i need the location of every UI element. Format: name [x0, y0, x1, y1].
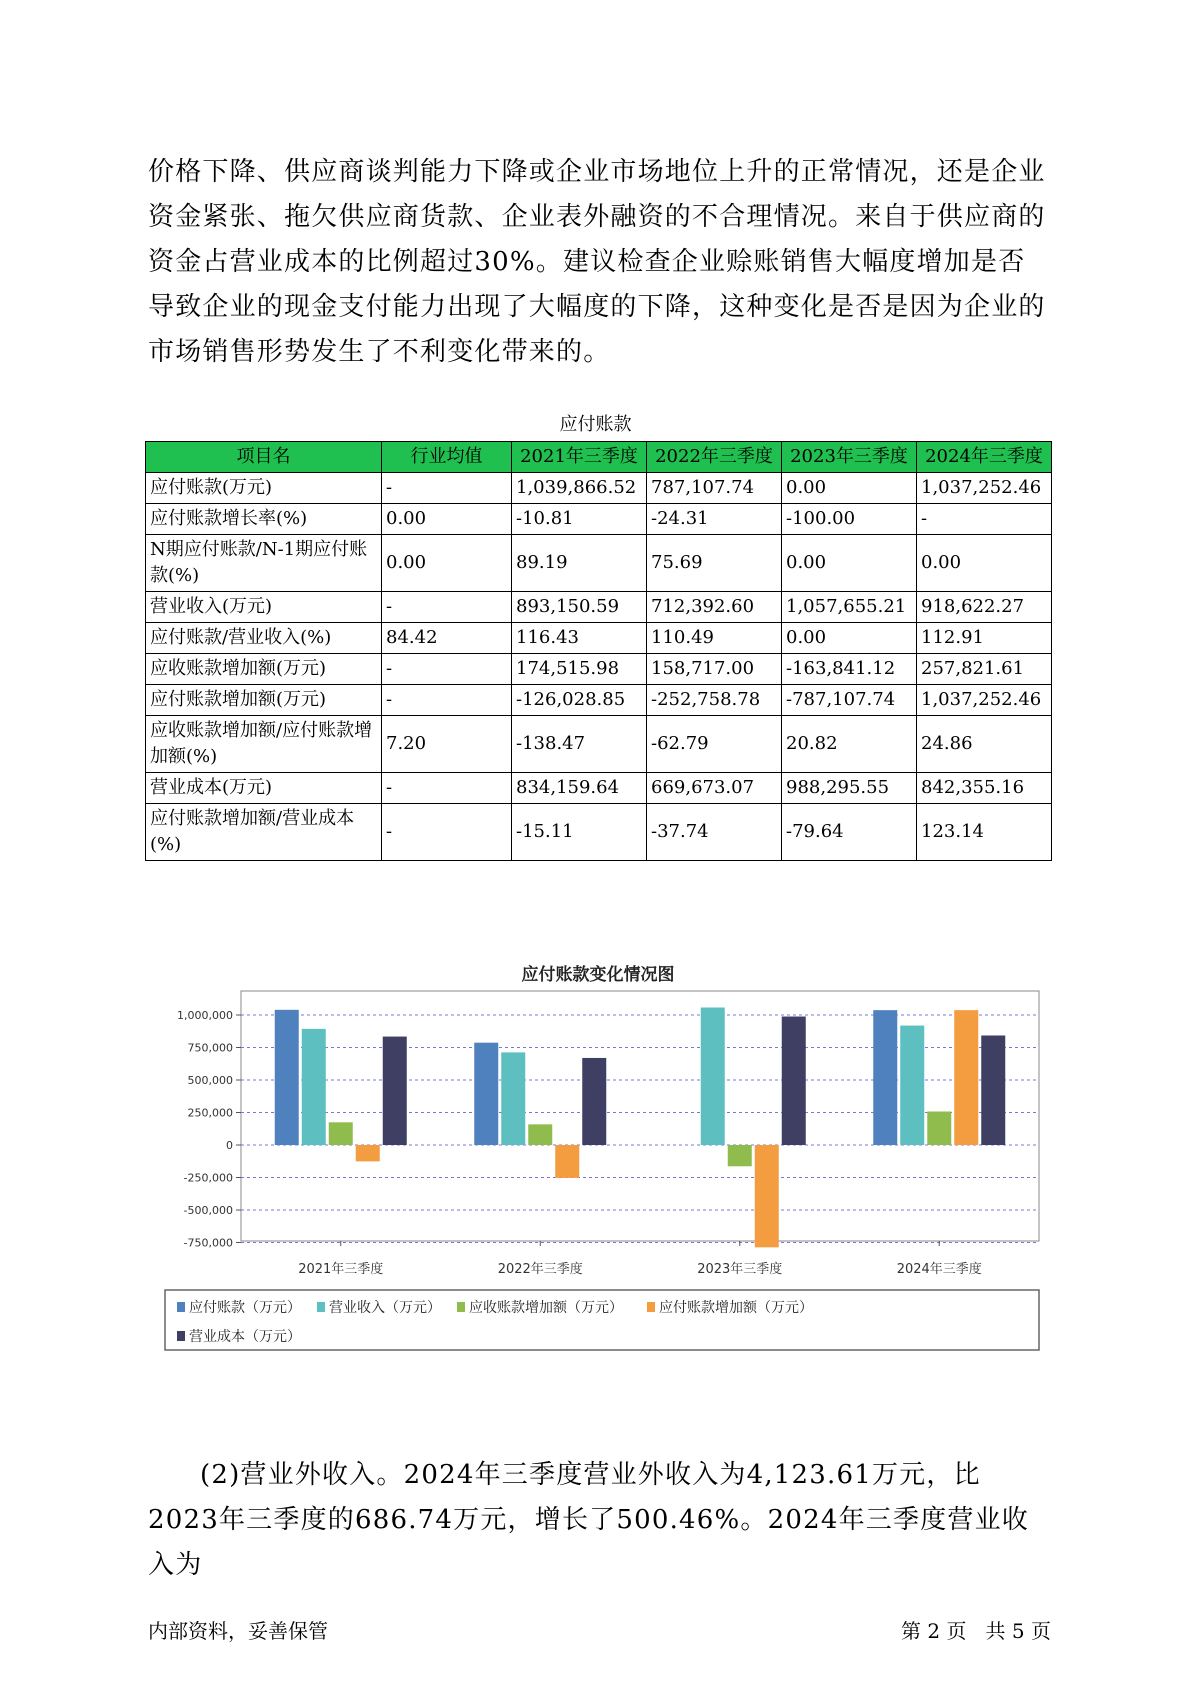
bar-1-3 [329, 1122, 353, 1145]
value-cell: 89.19 [512, 535, 647, 592]
row-label-cell: 应付账款/营业收入(%) [146, 623, 382, 654]
bar-3-5 [782, 1017, 806, 1145]
value-cell: 75.69 [647, 535, 782, 592]
value-cell: 110.49 [647, 623, 782, 654]
value-cell: 842,355.16 [917, 773, 1052, 804]
value-cell: 0.00 [782, 473, 917, 504]
bar-chart [145, 950, 1051, 1400]
legend-swatch [177, 1331, 185, 1341]
table-row [146, 654, 1052, 685]
header-cell: 2023年三季度 [782, 442, 917, 473]
value-cell: -15.11 [512, 804, 647, 861]
header-cell: 项目名 [146, 442, 382, 473]
x-tick-label: 2022年三季度 [497, 1262, 583, 1277]
value-cell: 257,821.61 [917, 654, 1052, 685]
value-cell: 0.00 [917, 535, 1052, 592]
value-cell: 0.00 [782, 535, 917, 592]
value-cell: - [917, 504, 1052, 535]
value-cell: -100.00 [782, 504, 917, 535]
y-tick-label: 0 [226, 1139, 233, 1152]
value-cell: 669,673.07 [647, 773, 782, 804]
header-cell: 2021年三季度 [512, 442, 647, 473]
x-tick-label: 2024年三季度 [896, 1262, 982, 1277]
value-cell: 0.00 [382, 504, 512, 535]
legend-label: 应收账款增加额（万元） [469, 1300, 623, 1316]
bar-1-4 [356, 1145, 380, 1161]
value-cell: 0.00 [382, 535, 512, 592]
chart-title: 应付账款变化情况图 [521, 965, 675, 985]
x-tick-label: 2023年三季度 [697, 1262, 783, 1277]
value-cell: 158,717.00 [647, 654, 782, 685]
value-cell: -787,107.74 [782, 685, 917, 716]
y-tick-label: 250,000 [187, 1106, 233, 1120]
payables-table [145, 441, 1052, 861]
value-cell: 0.00 [782, 623, 917, 654]
value-cell: - [382, 592, 512, 623]
table-row [146, 685, 1052, 716]
value-cell: - [382, 685, 512, 716]
legend-label: 营业成本（万元） [189, 1329, 301, 1345]
row-label-cell: 应付账款增加额/营业成本(%) [146, 804, 382, 861]
value-cell: 174,515.98 [512, 654, 647, 685]
bar-1-5 [383, 1037, 407, 1145]
legend-swatch [317, 1302, 325, 1312]
value-cell: 24.86 [917, 716, 1052, 773]
y-tick-label: -750,000 [183, 1236, 233, 1250]
row-label-cell: 营业收入(万元) [146, 592, 382, 623]
table-row [146, 804, 1052, 861]
bar-2-2 [501, 1052, 525, 1145]
bar-2-4 [555, 1145, 579, 1178]
table-row [146, 473, 1052, 504]
y-tick-label: 750,000 [187, 1041, 233, 1055]
bar-1-1 [275, 1010, 299, 1145]
value-cell: -24.31 [647, 504, 782, 535]
header-cell: 2022年三季度 [647, 442, 782, 473]
legend-label: 营业收入（万元） [329, 1300, 441, 1316]
legend-swatch [177, 1302, 185, 1312]
value-cell: -62.79 [647, 716, 782, 773]
value-cell: 123.14 [917, 804, 1052, 861]
row-label-cell: 应付账款增加额(万元) [146, 685, 382, 716]
value-cell: 712,392.60 [647, 592, 782, 623]
bar-4-1 [873, 1010, 897, 1145]
value-cell: -138.47 [512, 716, 647, 773]
table-row [146, 773, 1052, 804]
y-tick-label: 1,000,000 [177, 1009, 233, 1022]
value-cell: 1,039,866.52 [512, 473, 647, 504]
footer-page-number: 第 2 页 共 5 页 [901, 1619, 1051, 1643]
y-tick-label: 500,000 [187, 1074, 233, 1087]
value-cell: 112.91 [917, 623, 1052, 654]
legend-swatch [457, 1302, 465, 1312]
value-cell: - [382, 773, 512, 804]
row-label-cell: 应收账款增加额/应付账款增加额(%) [146, 716, 382, 773]
y-tick-label: -500,000 [183, 1204, 233, 1217]
bar-2-1 [474, 1043, 498, 1145]
value-cell: 1,037,252.46 [917, 685, 1052, 716]
value-cell: 988,295.55 [782, 773, 917, 804]
body-paragraph-1: 价格下降、供应商谈判能力下降或企业市场地位上升的正常情况，还是企业资金紧张、拖欠供应商货款、企业表外融资的不合理情况。来自于供应商的资金占营业成本的比例超过30%。建议检查企业赊账销售大幅度增加是否导致企业的现金支付能力出现了大幅度的下降，这种变化是否是因为企业的市场销售形势发生了不利变化带来的。 [148, 157, 1046, 367]
row-label-cell: 应收账款增加额(万元) [146, 654, 382, 685]
value-cell: 84.42 [382, 623, 512, 654]
value-cell: 834,159.64 [512, 773, 647, 804]
row-label-cell: 应付账款(万元) [146, 473, 382, 504]
bar-4-4 [954, 1010, 978, 1145]
bar-1-2 [302, 1029, 326, 1145]
table-header-row [146, 442, 1052, 473]
value-cell: 7.20 [382, 716, 512, 773]
row-label-cell: 营业成本(万元) [146, 773, 382, 804]
value-cell: 20.82 [782, 716, 917, 773]
x-tick-label: 2021年三季度 [298, 1262, 384, 1277]
header-cell: 行业均值 [382, 442, 512, 473]
bar-2-5 [582, 1058, 606, 1145]
table-row [146, 716, 1052, 773]
value-cell: -163,841.12 [782, 654, 917, 685]
bar-4-2 [900, 1026, 924, 1145]
footer-confidential-note: 内部资料，妥善保管 [148, 1619, 328, 1643]
legend-label: 应付账款增加额（万元） [659, 1300, 813, 1316]
value-cell: -126,028.85 [512, 685, 647, 716]
value-cell: 1,037,252.46 [917, 473, 1052, 504]
table-row [146, 504, 1052, 535]
legend-swatch [647, 1302, 655, 1312]
table-row [146, 535, 1052, 592]
value-cell: - [382, 473, 512, 504]
row-label-cell: N期应付账款/N-1期应付账款(%) [146, 535, 382, 592]
value-cell: -252,758.78 [647, 685, 782, 716]
table-row [146, 623, 1052, 654]
value-cell: - [382, 804, 512, 861]
value-cell: 1,057,655.21 [782, 592, 917, 623]
value-cell: 918,622.27 [917, 592, 1052, 623]
y-tick-label: -250,000 [183, 1171, 233, 1185]
value-cell: 787,107.74 [647, 473, 782, 504]
chart-canvas [145, 950, 1051, 1400]
table-title: 应付账款 [559, 414, 632, 435]
value-cell: 893,150.59 [512, 592, 647, 623]
value-cell: -10.81 [512, 504, 647, 535]
bar-3-3 [728, 1145, 752, 1166]
table-row [146, 592, 1052, 623]
value-cell: -37.74 [647, 804, 782, 861]
bar-3-2 [701, 1008, 725, 1145]
row-label-cell: 应付账款增长率(%) [146, 504, 382, 535]
bar-3-4 [755, 1145, 779, 1247]
value-cell: -79.64 [782, 804, 917, 861]
bar-2-3 [528, 1124, 552, 1145]
value-cell: - [382, 654, 512, 685]
legend-label: 应付账款（万元） [189, 1300, 301, 1316]
bar-4-5 [981, 1035, 1005, 1145]
value-cell: 116.43 [512, 623, 647, 654]
header-cell: 2024年三季度 [917, 442, 1052, 473]
bar-4-3 [927, 1111, 951, 1145]
body-paragraph-2: (2)营业外收入。2024年三季度营业外收入为4,123.61万元，比2023年三季度的686.74万元，增长了500.46%。2024年三季度营业收入为 [148, 1460, 1029, 1580]
